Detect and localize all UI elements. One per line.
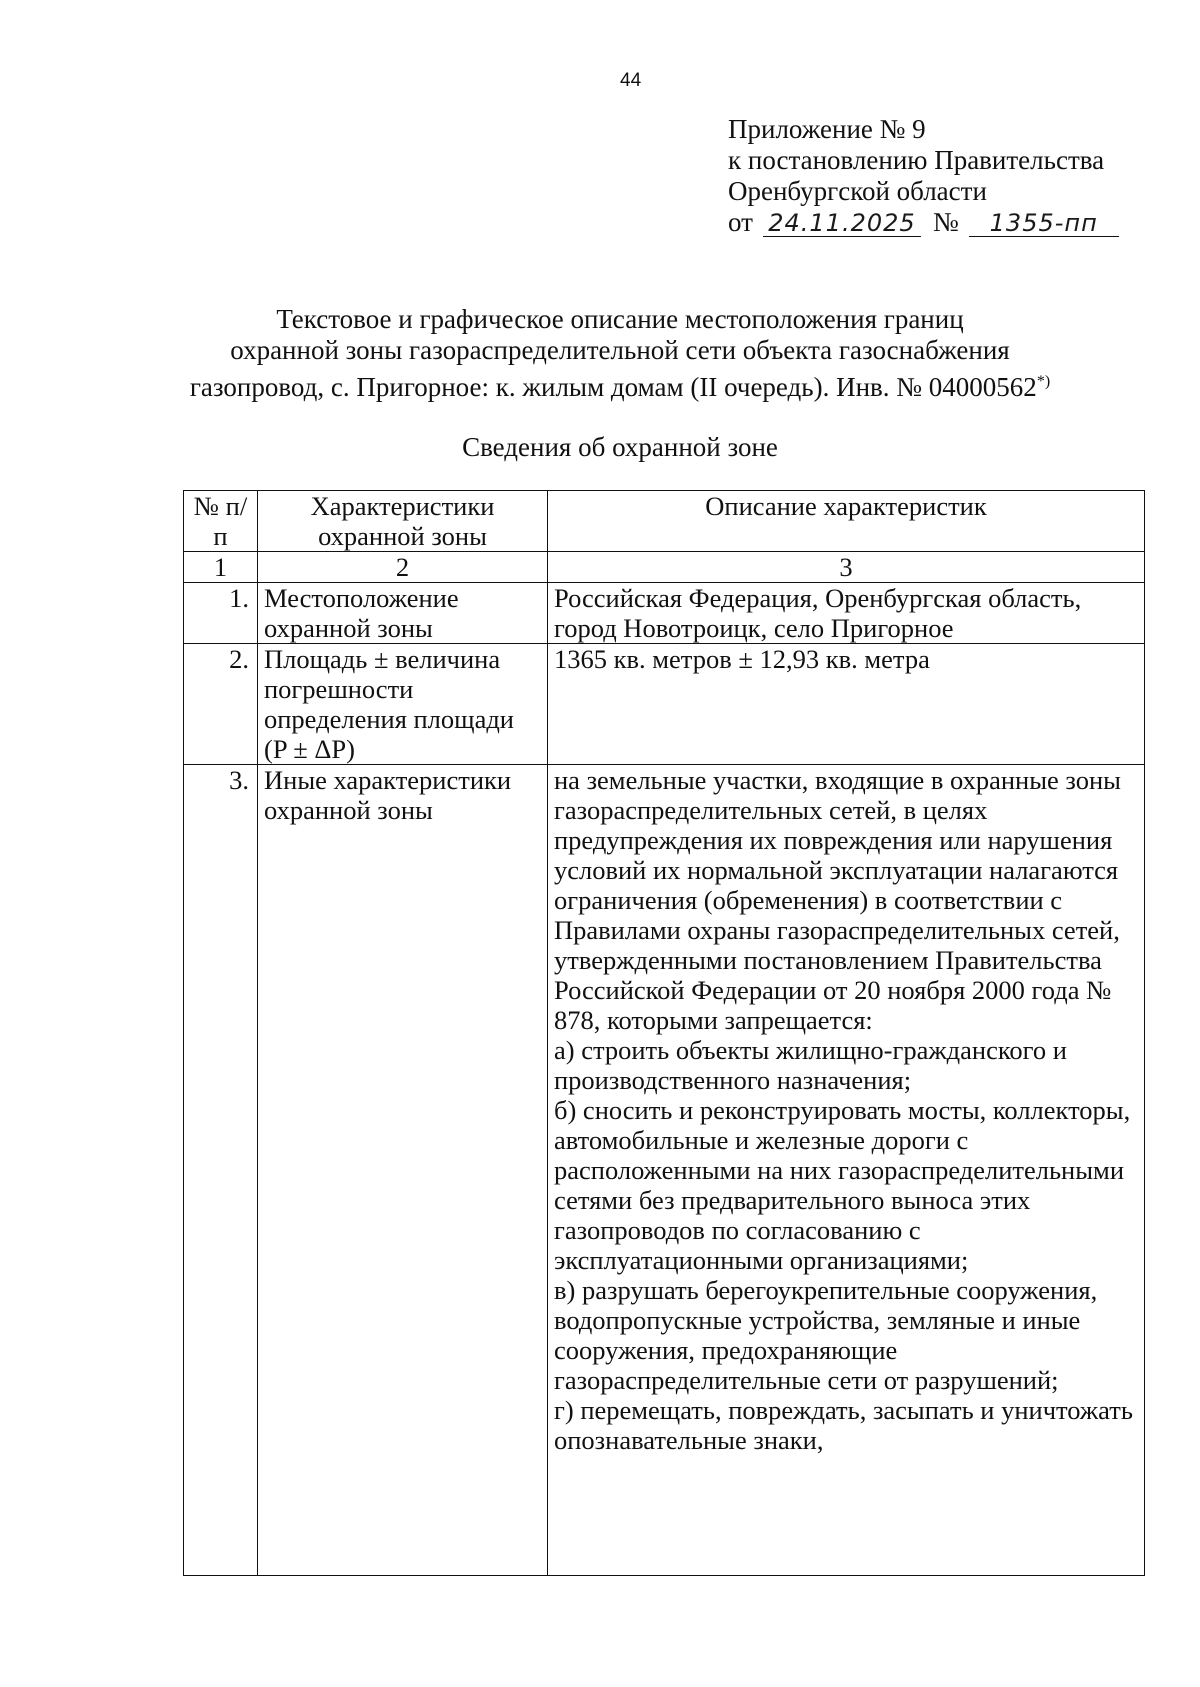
zone-info-table bbox=[183, 490, 1145, 1576]
page-number: 44 bbox=[620, 70, 642, 91]
row-description bbox=[548, 644, 1145, 765]
row-description bbox=[548, 583, 1145, 644]
header-number: № п/п bbox=[184, 491, 258, 552]
index-cell: 1 bbox=[184, 552, 258, 583]
description-paragraph: б) сносить и реконструировать мосты, коллекторы, автомобильные и железные дороги с расположенными на них газораспределительными сетями без предварительного выноса этих газопроводов по согласованию с эксплуатационными организациями; bbox=[554, 1095, 1131, 1275]
date-prefix: от bbox=[728, 207, 753, 237]
table-row bbox=[184, 583, 1145, 644]
table-row bbox=[184, 765, 1145, 1576]
header-description: Описание характеристик bbox=[548, 491, 1145, 552]
number-prefix: № bbox=[932, 207, 959, 237]
appendix-region: Оренбургской области bbox=[728, 176, 987, 206]
row-number: 3. bbox=[184, 765, 258, 1576]
appendix-date-number-line bbox=[728, 207, 1119, 238]
appendix-block bbox=[728, 114, 1119, 238]
appendix-reference: к постановлению Правительства bbox=[728, 145, 1105, 175]
description-paragraph: 1365 кв. метров ± 12,93 кв. метра bbox=[554, 644, 930, 674]
row-description bbox=[548, 765, 1145, 1576]
row-number: 2. bbox=[184, 644, 258, 765]
title-line-3-text: газопровод, с. Пригорное: к. жилым домам (II очередь). Инв. № 04000562 bbox=[189, 372, 1037, 402]
description-paragraph: г) перемещать, повреждать, засыпать и уничтожать опознавательные знаки, bbox=[554, 1395, 1133, 1455]
title-line-1: Текстовое и графическое описание местоположения границ bbox=[276, 304, 964, 334]
section-subtitle: Сведения об охранной зоне bbox=[462, 432, 778, 462]
handwritten-date: 24.11.2025 bbox=[763, 210, 921, 237]
table-index-row bbox=[184, 552, 1145, 583]
row-characteristic: Площадь ± величина погрешности определения площади (P ± ΔP) bbox=[258, 644, 548, 765]
description-paragraph: на земельные участки, входящие в охранные зоны газораспределительных сетей, в целях предупреждения их повреждения или нарушения условий их нормальной эксплуатации налагаются ограничения (обременения) в соответствии с Правилами охраны газораспределительных сетей, утвержденными постановлением Правительства Российской Федерации от 20 ноября 2000 года № 878, которыми запрещается: bbox=[554, 765, 1121, 1035]
description-paragraph: в) разрушать берегоукрепительные сооружения, водопропускные устройства, земляные и иные сооружения, предохраняющие газораспределительные сети от разрушений; bbox=[554, 1275, 1098, 1395]
appendix-title: Приложение № 9 bbox=[728, 114, 926, 144]
index-cell: 3 bbox=[548, 552, 1145, 583]
document-title bbox=[150, 304, 1090, 403]
table-header-row bbox=[184, 491, 1145, 552]
title-line-2: охранной зоны газораспределительной сети объекта газоснабжения bbox=[230, 335, 1010, 365]
row-characteristic: Иные характеристики охранной зоны bbox=[258, 765, 548, 1576]
footnote-mark: *) bbox=[1036, 373, 1051, 390]
table-row bbox=[184, 644, 1145, 765]
row-characteristic: Местоположение охранной зоны bbox=[258, 583, 548, 644]
header-characteristics: Характеристики охранной зоны bbox=[258, 491, 548, 552]
description-paragraph: а) строить объекты жилищно-гражданского и производственного назначения; bbox=[554, 1035, 1067, 1095]
row-number: 1. bbox=[184, 583, 258, 644]
description-paragraph: Российская Федерация, Оренбургская область, город Новотроицк, село Пригорное bbox=[554, 583, 1082, 643]
handwritten-number: 1355-пп bbox=[969, 210, 1119, 237]
title-line-3 bbox=[150, 366, 1090, 403]
index-cell: 2 bbox=[258, 552, 548, 583]
